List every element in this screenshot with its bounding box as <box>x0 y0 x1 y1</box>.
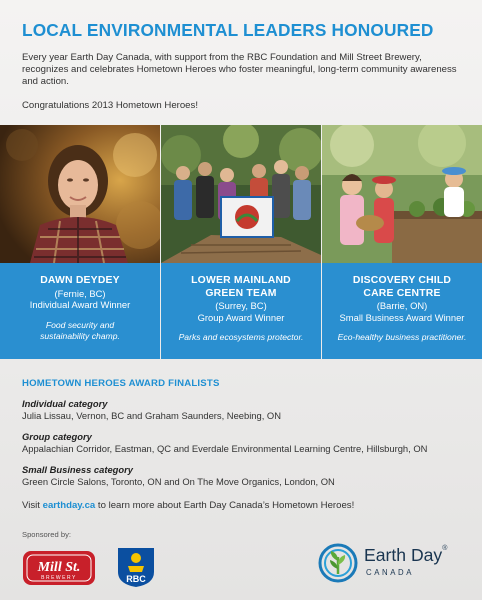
finalists-heading: HOMETOWN HEROES AWARD FINALISTS <box>22 378 220 389</box>
winner-card-individual <box>0 263 160 359</box>
winner-award: Group Award Winner <box>197 311 285 323</box>
winner-name-line-2: CARE CENTRE <box>363 287 441 299</box>
winner-award: Individual Award Winner <box>29 299 131 311</box>
finalist-category-value: Green Circle Salons, Toronto, ON and On The Move Organics, London, ON <box>22 476 335 487</box>
photo-lower-mainland-green-team <box>161 125 321 263</box>
visit-line <box>22 500 354 511</box>
winner-location: (Fernie, BC) <box>54 287 106 299</box>
earth-day-leaf-icon <box>318 543 358 583</box>
winner-name-line-1: LOWER MAINLAND <box>191 275 291 286</box>
winner-description: Parks and ecosystems protector. <box>178 331 304 342</box>
winner-description: Food security and sustainability champ. <box>40 320 120 342</box>
finalist-category-label: Small Business category <box>22 464 133 475</box>
winner-name-line-1: DISCOVERY CHILD <box>352 275 452 286</box>
visit-text-before: Visit <box>22 500 43 511</box>
mill-street-sub: BREWERY <box>41 575 77 581</box>
visit-text-after: to learn more about Earth Day Canada’s Hometown Heroes! <box>95 500 355 511</box>
rbc-wordmark: RBC <box>126 574 146 584</box>
photo-discovery-child-care-centre <box>322 125 482 263</box>
earth-day-wordmark: Earth Day® <box>364 545 448 565</box>
winner-photos <box>0 125 482 263</box>
finalist-category-label: Group category <box>22 431 92 442</box>
winner-award: Small Business Award Winner <box>339 311 465 323</box>
mill-street-wordmark: Mill St. <box>37 560 81 575</box>
mill-street-logo <box>22 550 96 586</box>
photo-dawn-deydey <box>0 125 160 263</box>
winner-cards <box>0 263 482 359</box>
winner-name-line-2: GREEN TEAM <box>205 287 277 299</box>
rbc-logo <box>116 546 156 588</box>
finalist-category-label: Individual category <box>22 398 108 409</box>
intro-paragraph: Every year Earth Day Canada, with support from the RBC Foundation and Mill Street Brewery, recognizes and celebrates Hometown Heroes who foster meaningful, long-term community awareness and action. <box>22 52 457 88</box>
winner-card-small-business <box>322 263 482 359</box>
sponsored-by-label: Sponsored by: <box>22 530 71 539</box>
finalist-category-value: Appalachian Corridor, Eastman, QC and Everdale Environmental Learning Centre, Hillsburgh, ON <box>22 443 428 454</box>
page-title: LOCAL ENVIRONMENTAL LEADERS HONOURED <box>22 20 434 40</box>
winner-location: (Barrie, ON) <box>376 300 428 312</box>
finalist-category-value: Julia Lissau, Vernon, BC and Graham Saunders, Neebing, ON <box>22 410 281 421</box>
winner-description: Eco-healthy business practitioner. <box>337 331 467 342</box>
congratulations-text: Congratulations 2013 Hometown Heroes! <box>22 100 198 111</box>
winner-card-group <box>161 263 321 359</box>
earth-day-sub: CANADA <box>366 568 415 577</box>
winner-name: DAWN DEYDEY <box>40 275 120 286</box>
earthday-link[interactable]: earthday.ca <box>42 500 96 511</box>
winner-location: (Surrey, BC) <box>215 300 267 312</box>
